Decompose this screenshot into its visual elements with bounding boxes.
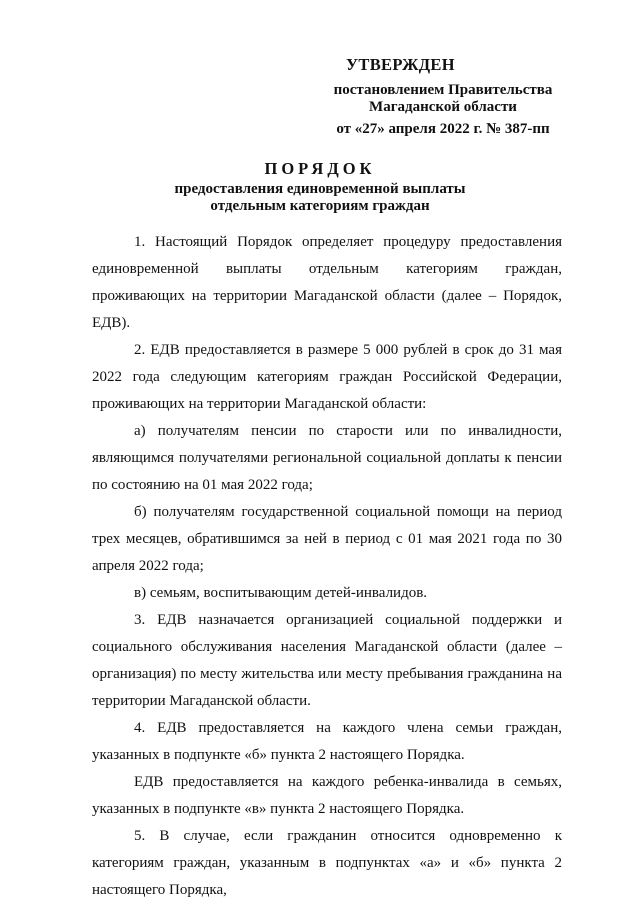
paragraph-2c: в) семьям, воспитывающим детей-инвалидов. [134,585,428,601]
document-body [92,229,562,904]
document-subtitle [0,181,640,215]
paragraph-4: 4. ЕДВ предоставляется на каждого члена семьи граждан, указанных в подпункте «б» пункта 2 настоящего Порядка. [92,720,562,763]
document-title: ПОРЯДОК [264,159,376,178]
paragraph-1: 1. Настоящий Порядок определяет процедуру предоставления единовременной выплаты отдельным категориям граждан, проживающих на территории Магаданской области (далее – Порядок, ЕДВ). [92,234,562,331]
approval-title: УТВЕРЖДЕН [346,55,455,74]
paragraph-5: 5. В случае, если гражданин относится одновременно к категориям граждан, указанным в подпунктах «а» и «б» пункта 2 настоящего Порядка, [92,828,562,898]
paragraph-2b: б) получателям государственной социальной помощи на период трех месяцев, обратившимся за ней в период с 01 мая 2021 года по 30 апреля 2022 года; [92,504,562,574]
paragraph-4-continued: ЕДВ предоставляется на каждого ребенка-инвалида в семьях, указанных в подпункте «в» пункта 2 настоящего Порядка. [92,774,562,817]
subtitle-line-2: отдельным категориям граждан [210,198,430,214]
paragraph-2: 2. ЕДВ предоставляется в размере 5 000 рублей в срок до 31 мая 2022 года следующим категориям граждан Российской Федерации, проживающих на территории Магаданской области: [92,342,562,412]
paragraph-2a: а) получателям пенсии по старости или по инвалидности, являющимся получателями региональной социальной доплаты к пенсии по состоянию на 01 мая 2022 года; [92,423,562,493]
approval-line-date: от «27» апреля 2022 г. № 387-пп [336,121,550,137]
approval-line-region: Магаданской области [369,99,517,115]
approval-stamp [318,54,568,138]
paragraph-3: 3. ЕДВ назначается организацией социальной поддержки и социального обслуживания населения Магаданской области (далее – организация) по месту жительства или месту пребывания гражданина на территории Магаданской области. [92,612,562,709]
subtitle-line-1: предоставления единовременной выплаты [174,181,466,197]
approval-line-decree: постановлением Правительства [333,82,553,98]
